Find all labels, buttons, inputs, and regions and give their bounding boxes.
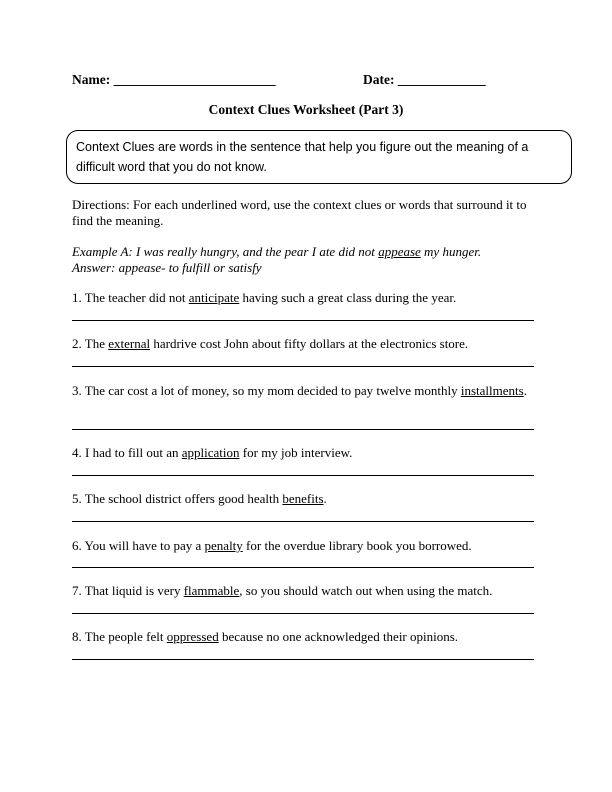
worksheet-title: Context Clues Worksheet (Part 3) bbox=[208, 102, 404, 117]
answer-line-7[interactable] bbox=[72, 613, 534, 614]
question-text: . bbox=[323, 491, 327, 506]
example-post: my hunger. bbox=[420, 244, 482, 259]
question-1 bbox=[72, 290, 542, 306]
question-text: because no one acknowledged their opinions. bbox=[218, 629, 459, 644]
directions: Directions: For each underlined word, use the context clues or words that surround it to find the meaning. bbox=[72, 197, 527, 228]
question-text: 7. That liquid is very bbox=[72, 583, 184, 598]
question-text: 1. The teacher did not bbox=[72, 290, 189, 305]
date-label: Date: bbox=[363, 72, 395, 87]
underlined-word: flammable bbox=[183, 583, 240, 598]
example bbox=[72, 244, 542, 276]
question-text: 8. The people felt bbox=[72, 629, 167, 644]
name-blank[interactable]: ________________________ bbox=[113, 72, 276, 87]
question-text: 2. The bbox=[72, 336, 109, 351]
underlined-word: benefits bbox=[282, 491, 324, 506]
answer-line-5[interactable] bbox=[72, 521, 534, 522]
underlined-word: penalty bbox=[204, 538, 243, 553]
question-6 bbox=[72, 538, 542, 554]
question-text: 3. The car cost a lot of money, so my mom decided to pay twelve monthly bbox=[72, 383, 461, 398]
answer-line-3[interactable] bbox=[72, 429, 534, 430]
answer-line-1[interactable] bbox=[72, 320, 534, 321]
name-field bbox=[72, 72, 276, 88]
question-text: for the overdue library book you borrowed. bbox=[242, 538, 472, 553]
question-3 bbox=[72, 383, 542, 399]
underlined-word: anticipate bbox=[188, 290, 240, 305]
question-text: . bbox=[523, 383, 527, 398]
question-7 bbox=[72, 583, 542, 599]
example-pre: Example A: I was really hungry, and the pear I ate did not bbox=[72, 244, 379, 259]
question-8 bbox=[72, 629, 542, 645]
underlined-word: application bbox=[181, 445, 240, 460]
question-4 bbox=[72, 445, 542, 461]
answer-line-2[interactable] bbox=[72, 366, 534, 367]
date-blank[interactable]: _____________ bbox=[397, 72, 486, 87]
example-word: appease bbox=[378, 244, 421, 259]
info-box-text: Context Clues are words in the sentence that help you figure out the meaning of a difficult word that you do not know. bbox=[76, 140, 529, 174]
question-text: hardrive cost John about fifty dollars at the electronics store. bbox=[150, 336, 469, 351]
question-text: 5. The school district offers good health bbox=[72, 491, 283, 506]
question-5 bbox=[72, 491, 542, 507]
name-label: Name: bbox=[72, 72, 111, 87]
question-text: , so you should watch out when using the match. bbox=[239, 583, 493, 598]
question-text: 4. I had to fill out an bbox=[72, 445, 182, 460]
answer-line-4[interactable] bbox=[72, 475, 534, 476]
answer-line-8[interactable] bbox=[72, 659, 534, 660]
date-field bbox=[363, 72, 486, 88]
example-answer: Answer: appease- to fulfill or satisfy bbox=[72, 260, 262, 275]
question-text: having such a great class during the year. bbox=[239, 290, 457, 305]
underlined-word: installments bbox=[460, 383, 524, 398]
question-text: 6. You will have to pay a bbox=[72, 538, 205, 553]
example-sentence bbox=[72, 244, 542, 260]
answer-line-6[interactable] bbox=[72, 567, 534, 568]
question-2 bbox=[72, 336, 542, 352]
underlined-word: external bbox=[108, 336, 151, 351]
underlined-word: oppressed bbox=[166, 629, 219, 644]
question-text: for my job interview. bbox=[239, 445, 353, 460]
